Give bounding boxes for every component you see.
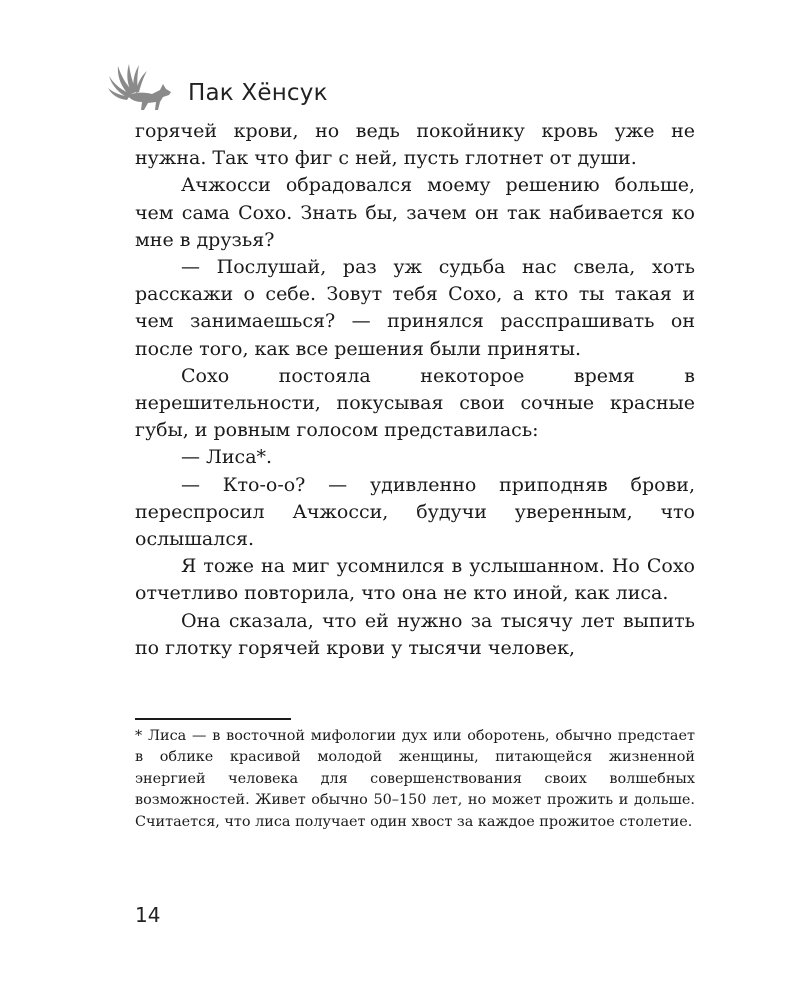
footnote-divider <box>135 718 291 720</box>
main-text <box>135 118 695 662</box>
paragraph: Она сказала, что ей нужно за тысячу лет выпить по глотку горячей крови у тысячи человек, <box>135 609 695 659</box>
paragraph: — Лиса*. <box>181 446 273 469</box>
nine-tailed-fox-icon <box>108 62 180 114</box>
running-header <box>108 62 708 114</box>
paragraph: горячей крови, но ведь покойнику кровь уже не нужна. Так что фиг с ней, пусть глотнет от души. <box>135 120 695 170</box>
paragraph: Ачжосси обрадовался моему решению больше, чем сама Сохо. Знать бы, зачем он так набивается ко мне в друзья? <box>135 174 695 251</box>
paragraph: Я тоже на миг усомнился в услышанном. Но Сохо отчетливо повторила, что она не кто иной, как лиса. <box>135 555 695 605</box>
footnote-text: * Лиса — в восточной мифологии дух или оборотень, обычно предстает в облике красивой молодой женщины, питающейся жизненной энергией человека для совершенствования своих волшебных возможностей. Живет обычно 50–150 лет, но может прожить и дольше. Считается, что лиса получает один хвост за каждое прожитое столетие. <box>135 728 695 830</box>
page-number: 14 <box>135 903 161 927</box>
paragraph: — Послушай, раз уж судьба нас свела, хоть расскажи о себе. Зовут тебя Сохо, а кто ты такая и чем занимаешься? — принялся расспрашивать он после того, как все решения были приняты. <box>135 256 695 360</box>
paragraph: — Кто-о-о? — удивленно приподняв брови, переспросил Ачжосси, будучи уверенным, что ослышался. <box>135 473 695 551</box>
paragraph: Сохо постояла некоторое время в нерешительности, покусывая свои сочные красные губы, и ровным голосом представилась: <box>135 364 695 442</box>
footnote <box>135 726 695 833</box>
author-name: Пак Хёнсук <box>188 80 328 106</box>
